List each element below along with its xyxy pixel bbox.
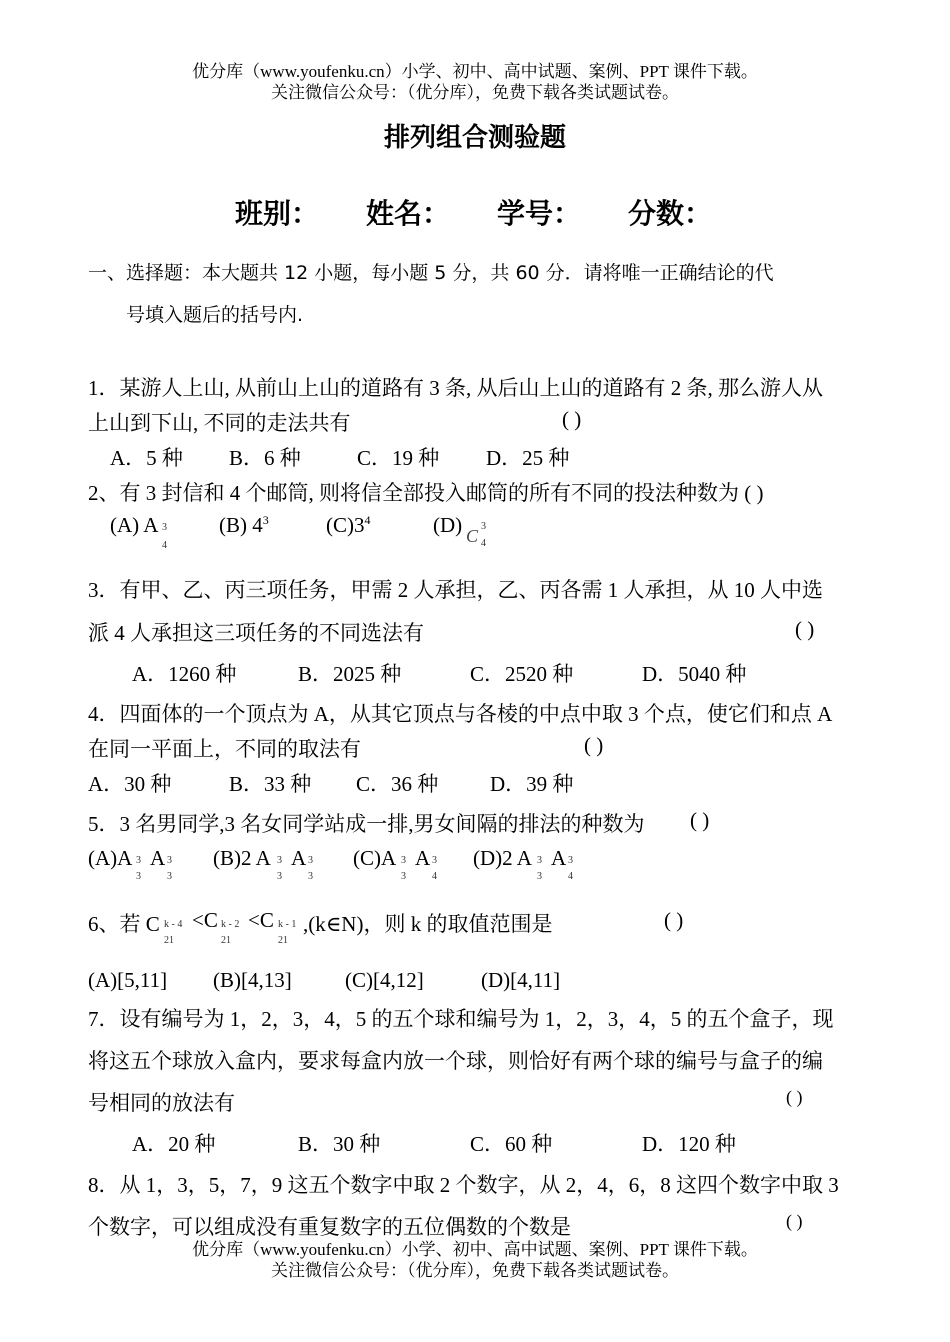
question-2-option-d-letter: C [466,526,479,546]
question-6-option-c: (C)[4,12] [345,968,424,992]
question-6-mid-2: <C [248,908,274,932]
question-3-line-1: 3．有甲、乙、丙三项任务，甲需 2 人承担，乙、丙各需 1 人承担，从 10 人中选 [88,578,823,602]
question-7-option-b: B．30 种 [298,1132,381,1156]
question-2-option-c [326,513,371,538]
section-heading-line-1: 一、选择题：本大题共 12 小题，每小题 5 分，共 60 分．请将唯一正确结论的代 [88,262,774,284]
question-1-option-d: D．25 种 [486,446,570,470]
question-5-option-c-k2: 3 [432,855,437,866]
question-3-line-2: 派 4 人承担这三项任务的不同选法有 [88,621,424,645]
question-2-option-a-text: (A) A [110,513,159,537]
question-6-c3-sup: k - 1 [278,919,297,930]
question-5-option-b-k2: 3 [308,855,313,866]
question-7-option-c: C．60 种 [470,1132,553,1156]
question-1-option-b: B．6 种 [229,446,301,470]
question-5-option-a-k1: 3 [136,855,141,866]
question-6-answer-paren: ( ) [664,908,684,932]
section-heading-line-2: 号填入题后的括号内. [126,304,304,326]
student-id-field-label: 学号： [497,197,582,230]
question-7-option-d: D．120 种 [642,1132,736,1156]
question-5-option-a-k2: 3 [167,855,172,866]
question-5-option-a: (A)A [88,846,133,870]
question-5-line-1: 5．3 名男同学,3 名女同学站成一排,男女间隔的排法的种数为 [88,812,645,836]
question-2-option-c-text: (C)3 [326,513,365,537]
question-7-line-1: 7．设有编号为 1，2，3，4，5 的五个球和编号为 1，2，3，4，5 的五个盒子，现 [88,1007,834,1031]
question-8-line-1: 8．从 1，3，5，7，9 这五个数字中取 2 个数字，从 2，4，6，8 这四个数字中取 3 [88,1173,839,1197]
question-4-option-d: D．39 种 [490,772,574,796]
question-2-option-b-exp: 3 [262,513,269,527]
question-5-option-c-k1: 3 [401,855,406,866]
question-5-option-b-n1: 3 [277,871,282,882]
question-6-mid-1: <C [192,908,218,932]
question-2-option-c-exp: 4 [364,513,371,527]
question-2-option-b [219,513,269,538]
question-2-option-d-sub: 4 [481,538,486,549]
question-6-c1-sub: 21 [164,935,174,946]
question-6-suffix: ,(k∈N)，则 k 的取值范围是 [303,912,553,936]
question-5-option-a-n2: 3 [167,871,172,882]
question-5-option-d-n1: 3 [537,871,542,882]
question-7-option-a: A．20 种 [132,1132,216,1156]
question-1-answer-paren: ( ) [562,407,582,431]
footer-line-2: 关注微信公众号：（优分库），免费下载各类试题试卷。 [271,1261,679,1280]
class-field-label: 班别： [235,197,320,230]
question-5-option-a-tail: A [150,846,166,870]
question-6-prefix: 6、若 C [88,912,160,936]
question-8-line-2: 个数字，可以组成没有重复数字的五位偶数的个数是 [88,1215,571,1239]
question-4-option-b: B．33 种 [229,772,312,796]
question-7-answer-paren: ( ) [786,1087,803,1107]
question-5-option-a-n1: 3 [136,871,141,882]
question-5-option-d-k1: 3 [537,855,542,866]
question-1-option-c: C．19 种 [357,446,440,470]
question-7-line-2: 将这五个球放入盒内，要求每盒内放一个球，则恰好有两个球的编号与盒子的编 [88,1049,823,1073]
question-6-c1-sup: k - 4 [164,919,183,930]
question-4-option-a: A．30 种 [88,772,172,796]
question-5-option-b-n2: 3 [308,871,313,882]
question-2-option-a-sub: 4 [162,540,167,551]
question-3-option-d: D．5040 种 [642,662,747,686]
question-4-answer-paren: ( ) [584,733,604,757]
question-6-c3-sub: 21 [278,935,288,946]
question-5-option-d-n2: 4 [568,871,573,882]
question-1-line-1: 1．某游人上山, 从前山上山的道路有 3 条, 从后山上山的道路有 2 条, 那么游人从 [88,376,823,400]
question-5-option-b-k1: 3 [277,855,282,866]
question-4-option-c: C．36 种 [356,772,439,796]
question-1-option-a: A．5 种 [110,446,183,470]
question-2-option-a-sup: 3 [162,522,167,533]
question-3-option-c: C．2520 种 [470,662,574,686]
question-5-option-c-n2: 4 [432,871,437,882]
header-line-2: 关注微信公众号：（优分库），免费下载各类试题试卷。 [271,83,679,102]
header-line-1: 优分库（www.youfenku.cn）小学、初中、高中试题、案例、PPT 课件下载。 [192,62,758,81]
question-2-option-b-text: (B) 4 [219,513,263,537]
name-field-label: 姓名： [366,197,451,230]
question-5-option-d-tail: A [551,846,567,870]
question-5-option-b-tail: A [291,846,307,870]
question-4-line-2: 在同一平面上，不同的取法有 [88,737,361,761]
question-5-option-d: (D)2 A [473,846,532,870]
question-4-line-1: 4．四面体的一个顶点为 A，从其它顶点与各棱的中点中取 3 个点，使它们和点 A [88,702,833,726]
question-2-option-d-sup: 3 [481,521,486,532]
score-field-label: 分数： [628,197,713,230]
question-5-option-d-k2: 3 [568,855,573,866]
question-6-option-b: (B)[4,13] [213,968,292,992]
question-6-c2-sup: k - 2 [221,919,240,930]
question-2-option-a [110,513,158,538]
question-8-answer-paren: ( ) [786,1211,803,1231]
question-5-option-c: (C)A [353,846,397,870]
question-1-line-2: 上山到下山, 不同的走法共有 [88,411,351,435]
question-6-option-a: (A)[5,11] [88,968,168,992]
question-2-option-d: (D) [433,513,463,537]
question-5-option-b: (B)2 A [213,846,271,870]
question-7-line-3: 号相同的放法有 [88,1091,235,1115]
question-3-option-b: B．2025 种 [298,662,402,686]
question-3-option-a: A．1260 种 [132,662,237,686]
question-5-option-c-n1: 3 [401,871,406,882]
question-5-option-c-tail: A [415,846,431,870]
question-6-c2-sub: 21 [221,935,231,946]
page-title: 排列组合测验题 [383,123,566,153]
question-6-option-d: (D)[4,11] [481,968,561,992]
question-3-answer-paren: ( ) [795,617,815,641]
question-5-answer-paren: ( ) [690,808,710,832]
footer-line-1: 优分库（www.youfenku.cn）小学、初中、高中试题、案例、PPT 课件下载。 [192,1240,758,1259]
question-2-line-1: 2、有 3 封信和 4 个邮筒, 则将信全部投入邮筒的所有不同的投法种数为 ( ) [88,481,764,505]
